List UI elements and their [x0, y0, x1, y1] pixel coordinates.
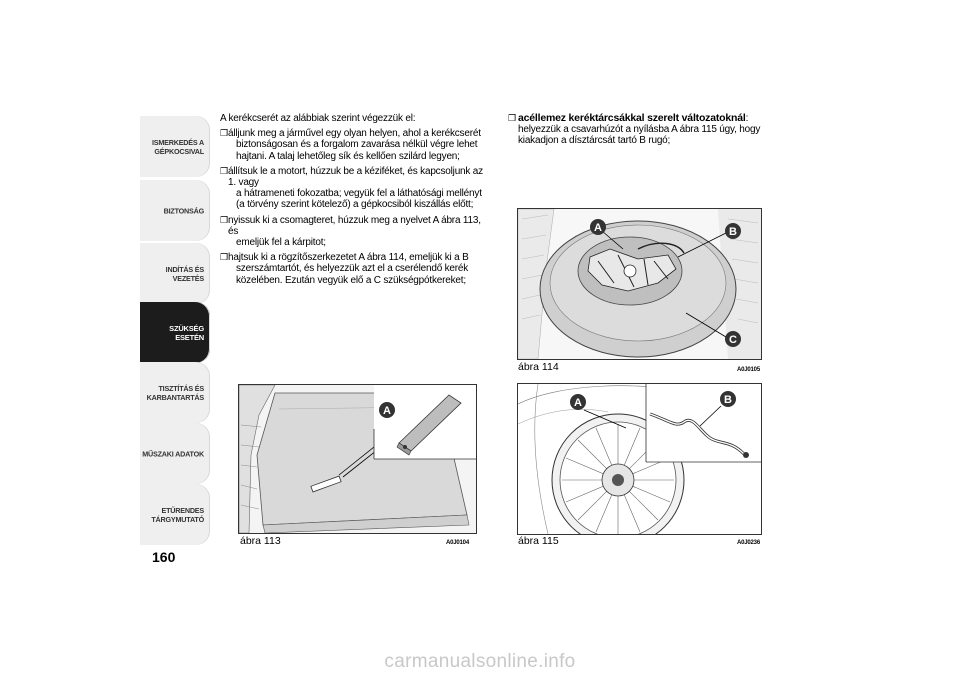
tab-tisztitas[interactable] [140, 362, 210, 423]
figure-114-caption: ábra 114 [518, 361, 559, 373]
callout-a: A [574, 397, 582, 409]
tab-szukseg-eseten[interactable] [140, 302, 210, 363]
trunk-floor-illustration [239, 385, 476, 533]
intro-text: A kerékcserét az alábbiak szerint végezzük el: [220, 113, 416, 124]
bullet-item [220, 215, 492, 249]
bullet-item [220, 128, 492, 162]
heading-colon: : [745, 113, 749, 124]
page-number: 160 [152, 549, 176, 565]
right-body-text: helyezzük a csavarhúzót a nyílásba A ábra 115 úgy, hogy kiakadjon a dísztárcsát tartó B rugó; [518, 124, 761, 147]
figure-113 [238, 384, 477, 534]
figure-115-code: A0J0236 [737, 540, 760, 546]
bullet-text-first: álljunk meg a járművel egy olyan helyen, ahol a kerékcserét [228, 128, 481, 140]
tab-biztonsag[interactable] [140, 180, 210, 241]
checkbox-icon: ❒ [220, 252, 228, 263]
figure-114-code: A0J0105 [737, 367, 760, 373]
bullet-item [220, 252, 492, 286]
bullet-text-first: hajtsuk ki a rögzítőszerkezetet A ábra 114, emeljük ki a B [228, 252, 469, 264]
tab-label: MŰSZAKI ADATOK [142, 449, 204, 458]
figure-115 [517, 383, 762, 535]
hubcap-illustration [518, 384, 761, 534]
tab-muszaki-adatok[interactable] [140, 423, 210, 484]
tab-label: SZÜKSÉG ESETÉN [169, 323, 204, 342]
bullet-text-rest: emeljük fel a kárpitot; [236, 237, 326, 249]
bullet-text-rest: szerszámtartót, és helyezzük azt el a cserélendő kerék közelében. Ezután vegyük elő a C szükségpótkereket; [236, 263, 469, 286]
figure-113-code: A0J0104 [446, 540, 469, 546]
callout-a: A [383, 405, 391, 417]
spare-wheel-illustration [518, 209, 761, 359]
checkbox-icon: ❒ [220, 128, 228, 139]
bullet-text-rest: a hátrameneti fokozatba; vegyük fel a láthatósági mellényt (a törvény szerint kötelező) a gépkocsiból kiszállás előtt; [236, 188, 482, 211]
callout-c: C [729, 334, 737, 346]
callout-a: A [594, 222, 602, 234]
callout-b: B [729, 226, 737, 238]
bullet-item [220, 166, 492, 211]
bullet-text-first: állítsuk le a motort, húzzuk be a kéziféket, és kapcsoljunk az 1. vagy [228, 165, 483, 189]
bullet-text-first: nyissuk ki a csomagteret, húzzuk meg a nyelvet A ábra 113, és [228, 214, 481, 237]
tab-label: TISZTÍTÁS ÉS KARBANTARTÁS [146, 383, 204, 402]
bullet-text-rest: biztonságosan és a forgalom zavarása nélkül végre lehet hajtani. A talaj lehetőleg sík és kellően szilárd legyen; [236, 139, 478, 162]
tab-ismerkedes[interactable] [140, 116, 210, 177]
left-column [220, 113, 492, 286]
tab-label: ISMERKEDÉS A GÉPKOCSIVAL [151, 137, 204, 156]
tab-inditas[interactable] [140, 243, 210, 304]
tab-targymutato[interactable] [140, 484, 210, 545]
figure-115-caption: ábra 115 [518, 535, 559, 547]
tab-label: INDÍTÁS ÉS VEZETÉS [165, 264, 204, 283]
figure-113-caption: ábra 113 [240, 535, 281, 547]
tab-label: ETŰRENDES TÁRGYMUTATÓ [151, 505, 204, 524]
checkbox-icon: ❒ [508, 113, 516, 123]
checkbox-icon: ❒ [220, 165, 228, 176]
checkbox-icon: ❒ [220, 214, 228, 225]
watermark: carmanualsonline.info [384, 651, 576, 672]
right-column [508, 113, 766, 147]
tab-label: BIZTONSÁG [163, 206, 204, 215]
section-heading: acéllemez keréktárcsákkal szerelt változatoknál [518, 112, 746, 124]
callout-b: B [724, 394, 732, 406]
figure-114 [517, 208, 762, 360]
